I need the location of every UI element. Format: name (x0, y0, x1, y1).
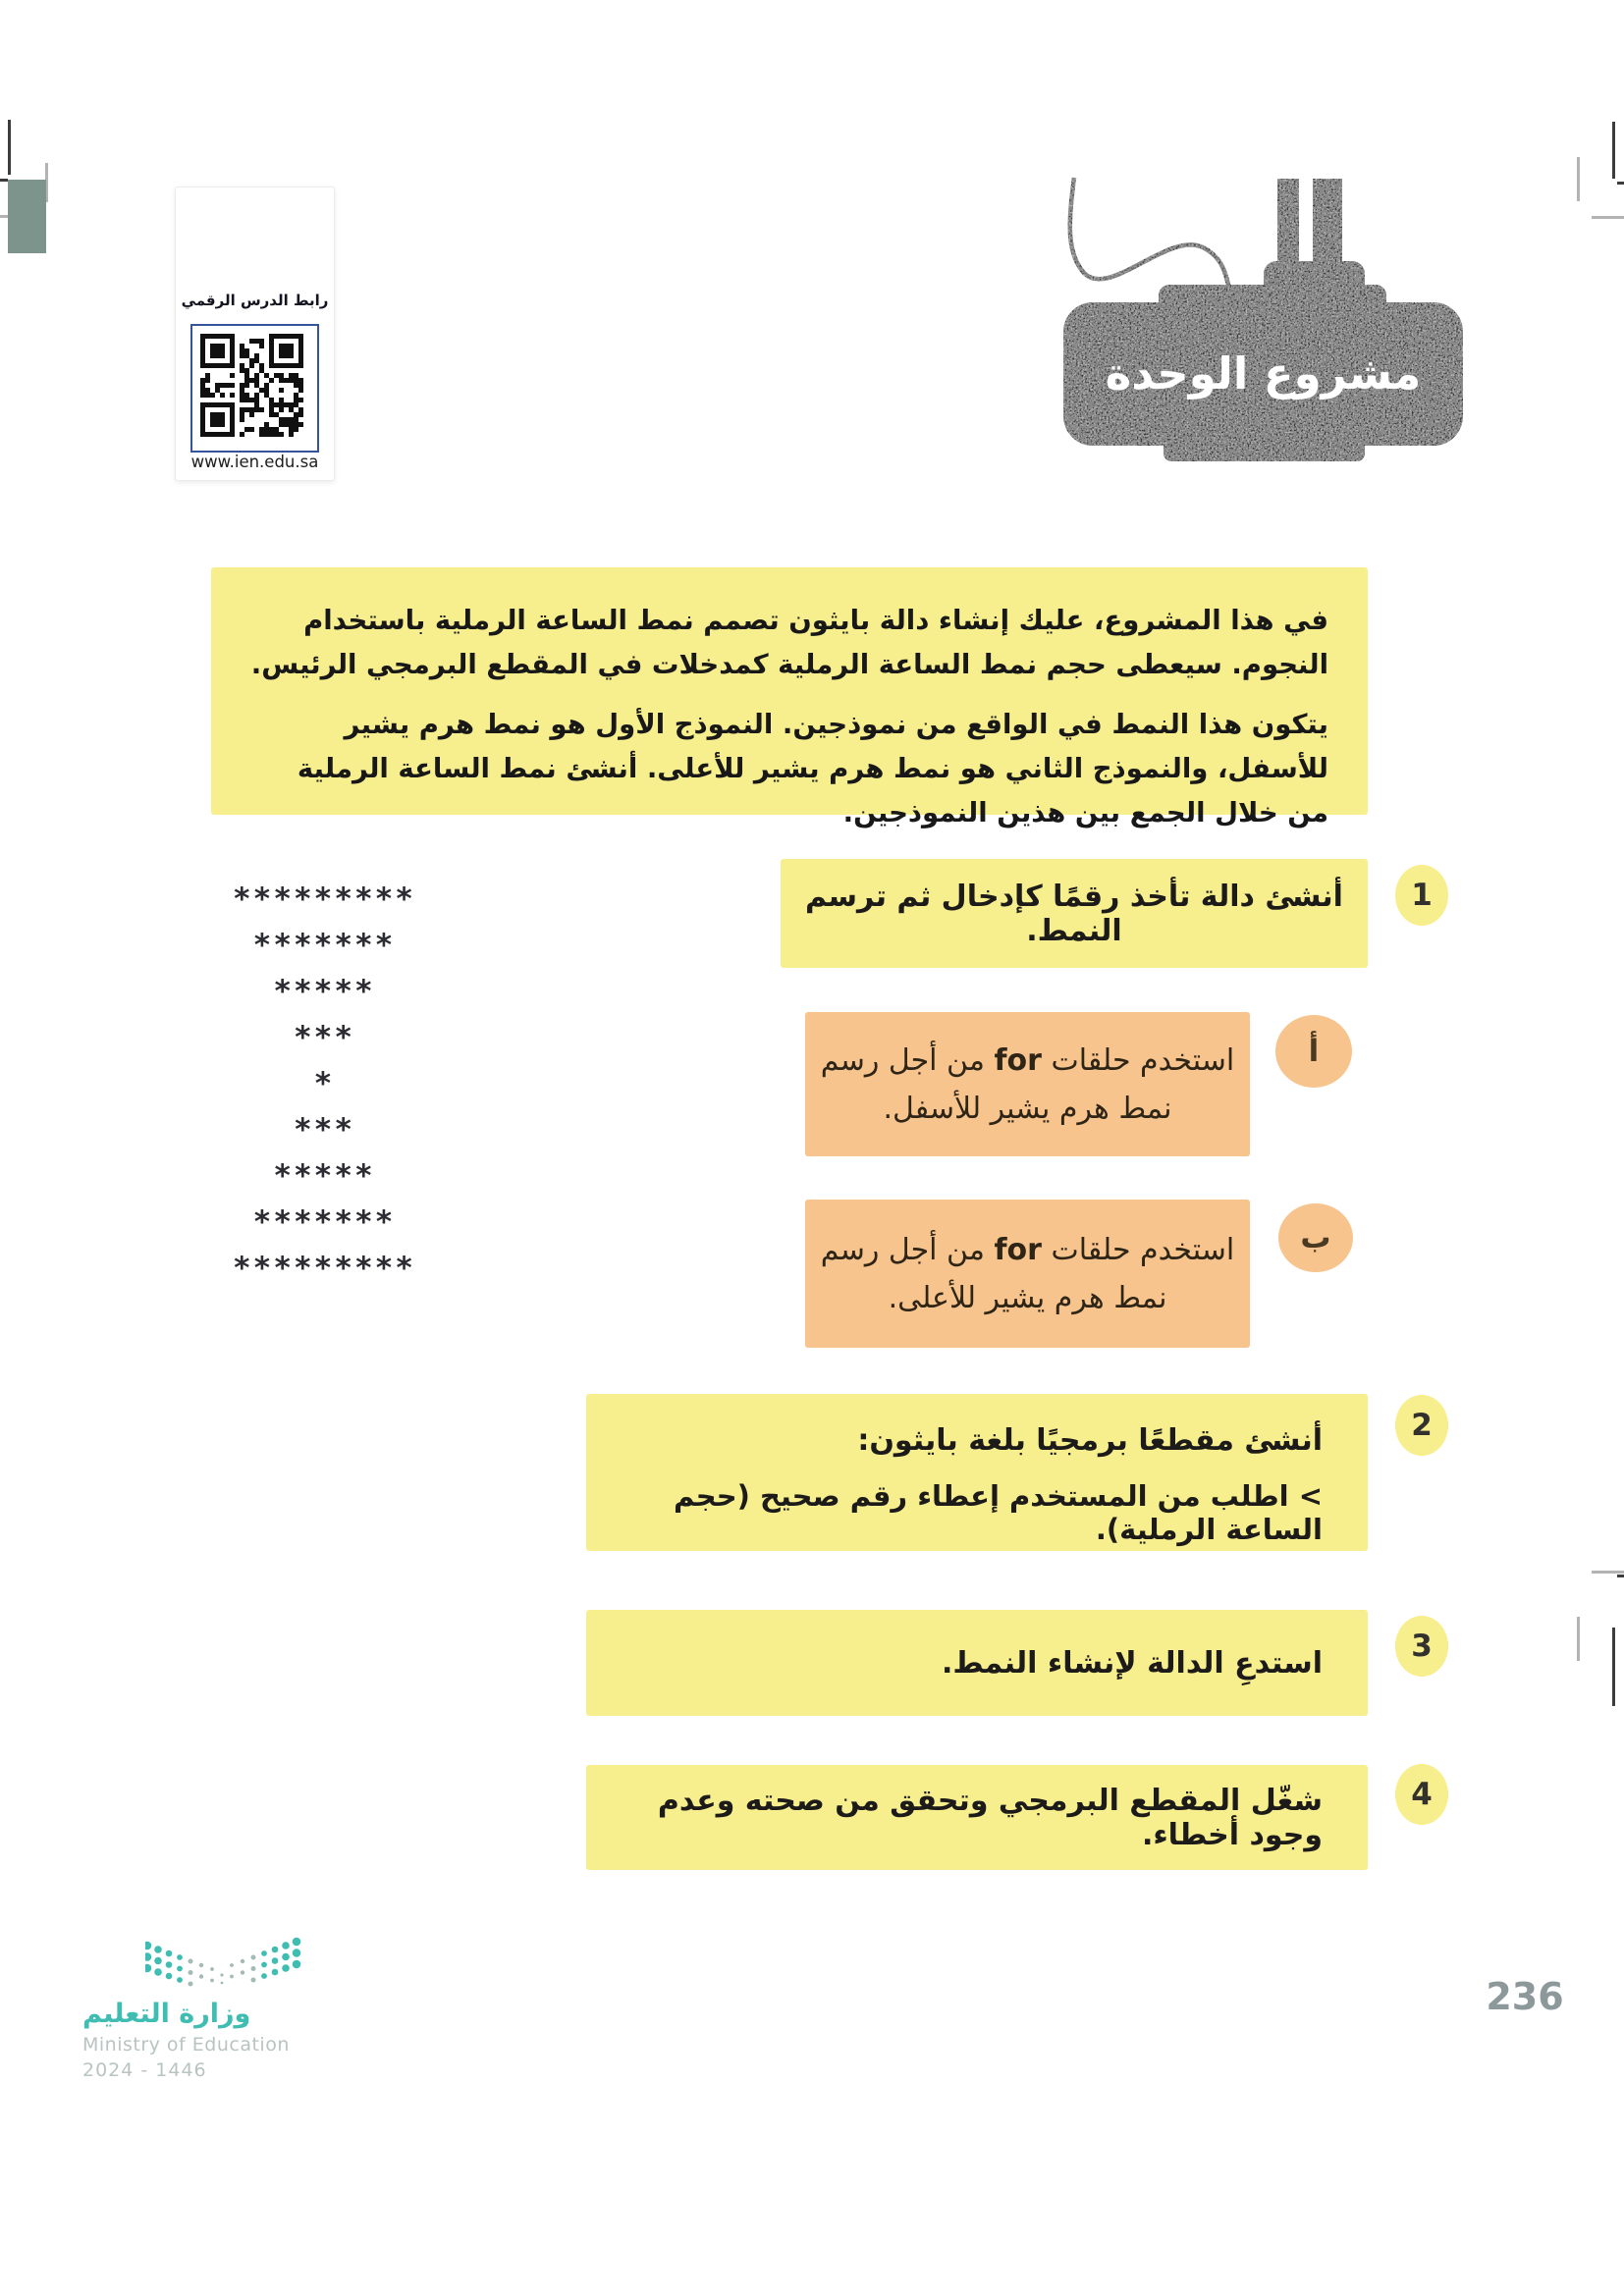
substep-b-badge: ب (1278, 1203, 1353, 1272)
substep-a-text (805, 1012, 1250, 1156)
step-2-line2: < اطلب من المستخدم إعطاء رقم صحيح (حجم الساعة الرملية). (674, 1479, 1323, 1546)
crop-mark (8, 120, 11, 175)
substep-b-text (805, 1200, 1250, 1348)
intro-text (211, 567, 1368, 835)
step-4-badge: 4 (1395, 1764, 1448, 1825)
substep-a-badge: أ (1275, 1015, 1352, 1088)
star-pattern-row: ***** (273, 974, 375, 1009)
star-pattern-row: ***** (273, 1158, 375, 1194)
crop-mark (1592, 216, 1624, 219)
tag-shape (1063, 178, 1463, 461)
step-1-text: أنشئ دالة تأخذ رقمًا كإدخال ثم ترسم النمط. (805, 879, 1343, 948)
substep-a-box (805, 1012, 1250, 1156)
banner-title: مشروع الوحدة (1105, 347, 1422, 400)
crop-mark (1577, 157, 1580, 201)
crop-mark (1612, 1628, 1615, 1706)
substep-b-line2: نمط هرم يشير للأعلى. (888, 1280, 1167, 1315)
crop-mark (0, 179, 8, 182)
step-1-box (781, 859, 1368, 968)
crop-mark (1612, 122, 1615, 179)
qr-card-url: www.ien.edu.sa (190, 453, 319, 471)
substep-b-box (805, 1200, 1250, 1348)
tag-bottom-tab (1164, 440, 1365, 461)
star-pattern-row: *** (294, 1020, 354, 1055)
star-pattern-row: ******* (252, 1204, 396, 1240)
intro-box (211, 567, 1368, 828)
star-pattern-row: *** (294, 1112, 354, 1148)
step-4-text: شغّل المقطع البرمجي وتحقق من صحته وعدم وجود أخطاء. (657, 1783, 1323, 1852)
for-keyword: for (994, 1232, 1042, 1267)
step-4-box (586, 1765, 1368, 1870)
qr-frame (190, 324, 319, 453)
qr-card (175, 187, 335, 481)
step-2-box (586, 1394, 1368, 1551)
step-1-badge: 1 (1395, 865, 1448, 926)
qr-code-icon (200, 334, 303, 437)
substep-a-line2: نمط هرم يشير للأسفل. (883, 1091, 1172, 1126)
edition-year: 2024 - 1446 (82, 2059, 207, 2081)
hourglass-star-pattern (208, 877, 440, 1292)
page-edge-tab (8, 180, 46, 253)
star-pattern-row: * (313, 1066, 335, 1101)
qr-card-label: رابط الدرس الرقمي (181, 292, 329, 309)
ministry-name-arabic: وزارة التعليم (82, 1999, 251, 2029)
step-3-text: استدعِ الدالة لإنشاء النمط. (942, 1645, 1323, 1681)
star-pattern-row: ********* (233, 881, 415, 917)
crop-mark (1592, 1571, 1624, 1574)
crop-mark (1617, 182, 1624, 185)
substep-a-line1: استخدم حلقات for من أجل رسم (820, 1042, 1235, 1078)
page-number: 236 (1486, 1975, 1564, 2018)
hanging-tag-icon (1021, 157, 1492, 471)
for-keyword: for (994, 1042, 1042, 1078)
step-2-badge: 2 (1395, 1395, 1448, 1456)
crop-mark (1617, 1575, 1624, 1577)
tag-string-curve (1070, 178, 1229, 289)
intro-paragraph-1: في هذا المشروع، عليك إنشاء دالة بايثون تصمم نمط الساعة الرملية باستخدام النجوم. سيعطى حجم نمط الساعة الرملية كمدخلات في المقطع البرمجي الرئيس. (250, 605, 1328, 680)
intro-paragraph-2: يتكون هذا النمط في الواقع من نموذجين. النموذج الأول هو نمط هرم يشير للأسفل، والنموذج الثاني هو نمط هرم يشير للأعلى. أنشئ نمط الساعة الرملية من خلال الجمع بين هذين النموذجين. (297, 709, 1328, 828)
step-2-line1: أنشئ مقطعًا برمجيًا بلغة بايثون: (857, 1423, 1323, 1458)
step-3-box (586, 1610, 1368, 1716)
ministry-of-education-logo (145, 1930, 312, 1997)
crop-mark (1577, 1617, 1580, 1661)
chevron-bullet: < (1298, 1479, 1323, 1513)
ministry-name-english: Ministry of Education (82, 2034, 290, 2056)
star-pattern-row: ********* (233, 1251, 415, 1286)
step-3-badge: 3 (1395, 1616, 1448, 1677)
star-pattern-row: ******* (252, 928, 396, 963)
substep-b-line1: استخدم حلقات for من أجل رسم (820, 1232, 1235, 1267)
